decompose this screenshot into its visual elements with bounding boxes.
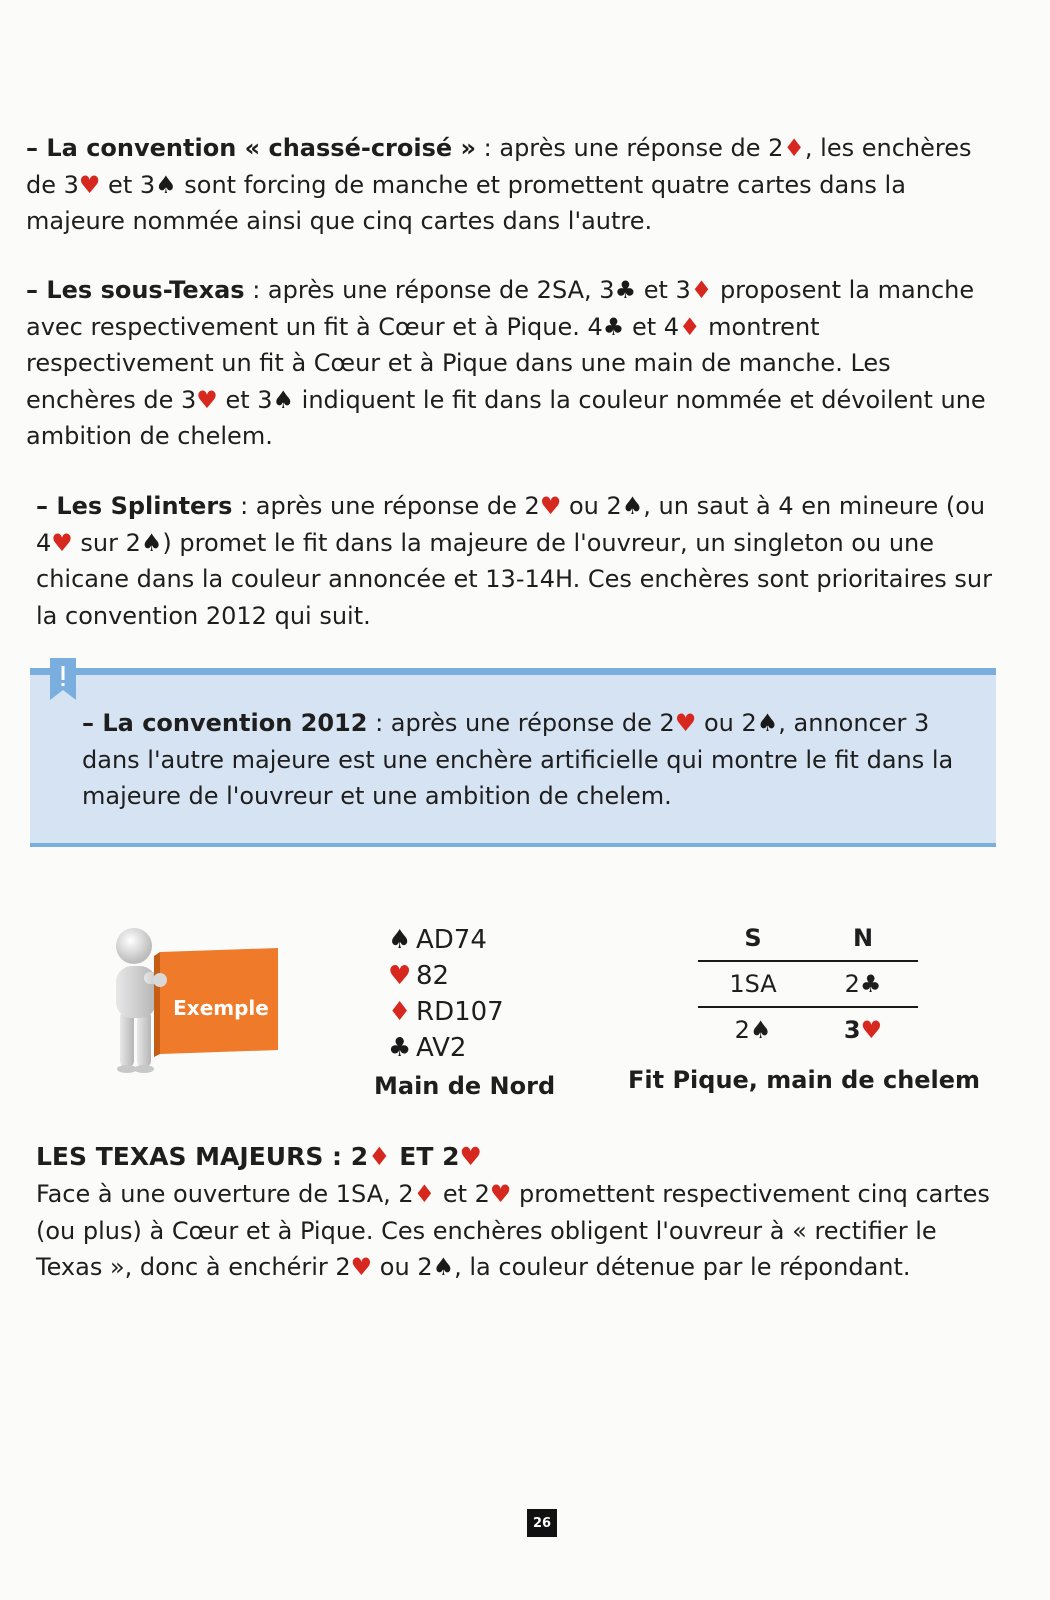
heart-icon: ♥ [860,1016,883,1044]
header-south: S [744,924,762,952]
diamond-icon: ♦ [783,134,805,162]
hand-row-spades [388,922,504,958]
para-title: – La convention « chassé-croisé » [26,134,477,162]
para-title: – La convention 2012 [82,709,368,737]
hand-cards: 82 [416,961,450,991]
heart-icon: ♥ [674,709,697,737]
bidding-row [698,1010,918,1050]
diamond-icon: ♦ [368,1142,391,1171]
exemple-label: Exemple [173,996,269,1020]
spade-icon: ♠ [749,1016,772,1044]
bidding-table [698,918,918,1050]
bidding-row [698,964,918,1004]
divider [698,960,918,962]
spade-icon: ♠ [756,709,779,737]
heart-icon: ♥ [489,1180,512,1208]
spade-icon: ♠ [388,925,412,955]
hand-cards: RD107 [416,997,504,1027]
paragraph-convention-2012: – La convention 2012 : après une réponse de 2♥ ou 2♠, annoncer 3 dans l'autre majeure est une enchère artificielle qui montre le fit dans la majeure de l'ouvreur et une ambition de chelem. [82,709,954,810]
club-icon: ♣ [614,276,637,304]
hand-caption: Main de Nord [374,1072,556,1100]
heart-icon: ♥ [459,1142,482,1171]
heart-icon: ♥ [196,385,218,414]
spade-icon: ♠ [272,385,295,414]
paragraph-splinters: – Les Splinters : après une réponse de 2♥ ou 2♠, un saut à 4 en mineure (ou 4♥ sur 2♠) promet le fit dans la majeure de l'ouvreur, un singleton ou une chicane dans la couleur annoncée et 13-14H. Ces enchères sont prioritaires sur la convention 2012 qui suit. [36,492,992,630]
hand-row-clubs [388,1030,504,1066]
bidding-caption: Fit Pique, main de chelem [628,1066,981,1094]
bookmark-exclamation-icon [50,658,76,700]
diamond-icon: ♦ [388,997,412,1027]
heart-icon: ♥ [388,961,412,991]
paragraph-texas-majeurs: Face à une ouverture de 1SA, 2♦ et 2♥ promettent respectivement cinq cartes (ou plus) à Cœur et à Pique. Ces enchères obligent l'ouvreur à « rectifier le Texas », donc à enchérir 2♥ ou 2♠, la couleur détenue par le répondant. [36,1180,990,1281]
hand-row-hearts [388,958,504,994]
spade-icon: ♠ [155,170,177,199]
bid-south: 1SA [729,970,777,998]
heart-icon: ♥ [539,492,562,520]
callout-top-border [30,668,996,675]
club-icon: ♣ [388,1033,412,1063]
header-north: N [852,924,874,952]
bid-north: 3♥ [843,1016,883,1044]
diamond-icon: ♦ [679,312,701,341]
bidding-header [698,918,918,958]
callout-bottom-border [30,843,996,847]
bid-south: 2♠ [734,1016,772,1044]
hand-cards: AD74 [416,925,487,955]
para-title: – Les sous-Texas [26,276,245,304]
club-icon: ♣ [859,970,882,998]
heart-icon: ♥ [350,1253,373,1281]
divider [698,1006,918,1008]
paragraph-sous-texas: – Les sous-Texas : après une réponse de 2SA, 3♣ et 3♦ proposent la manche avec respectivement un fit à Cœur et à Pique. 4♣ et 4♦ montrent respectivement un fit à Cœur et à Pique dans une main de manche. Les enchères de 3♥ et 3♠ indiquent le fit dans la couleur nommée et dévoilent une ambition de chelem. [26,276,986,450]
club-icon: ♣ [602,312,625,341]
north-hand [388,922,504,1066]
diamond-icon: ♦ [690,276,713,304]
section-heading: LES TEXAS MAJEURS : 2♦ ET 2♥ [36,1142,482,1171]
hand-cards: AV2 [416,1033,467,1063]
heart-icon: ♥ [51,528,73,557]
paragraph-chasse-croise: – La convention « chassé-croisé » : après une réponse de 2♦, les enchères de 3♥ et 3♠ sont forcing de manche et promettent quatre cartes dans la majeure nommée ainsi que cinq cartes dans l'autre. [26,134,972,235]
para-title: – Les Splinters [36,492,233,520]
bid-north: 2♣ [844,970,882,998]
spade-icon: ♠ [432,1253,455,1281]
spade-icon: ♠ [621,492,644,520]
diamond-icon: ♦ [413,1180,436,1208]
spade-icon: ♠ [140,528,163,557]
hand-row-diamonds [388,994,504,1030]
heart-icon: ♥ [78,170,101,199]
page-number: 26 [527,1509,557,1537]
